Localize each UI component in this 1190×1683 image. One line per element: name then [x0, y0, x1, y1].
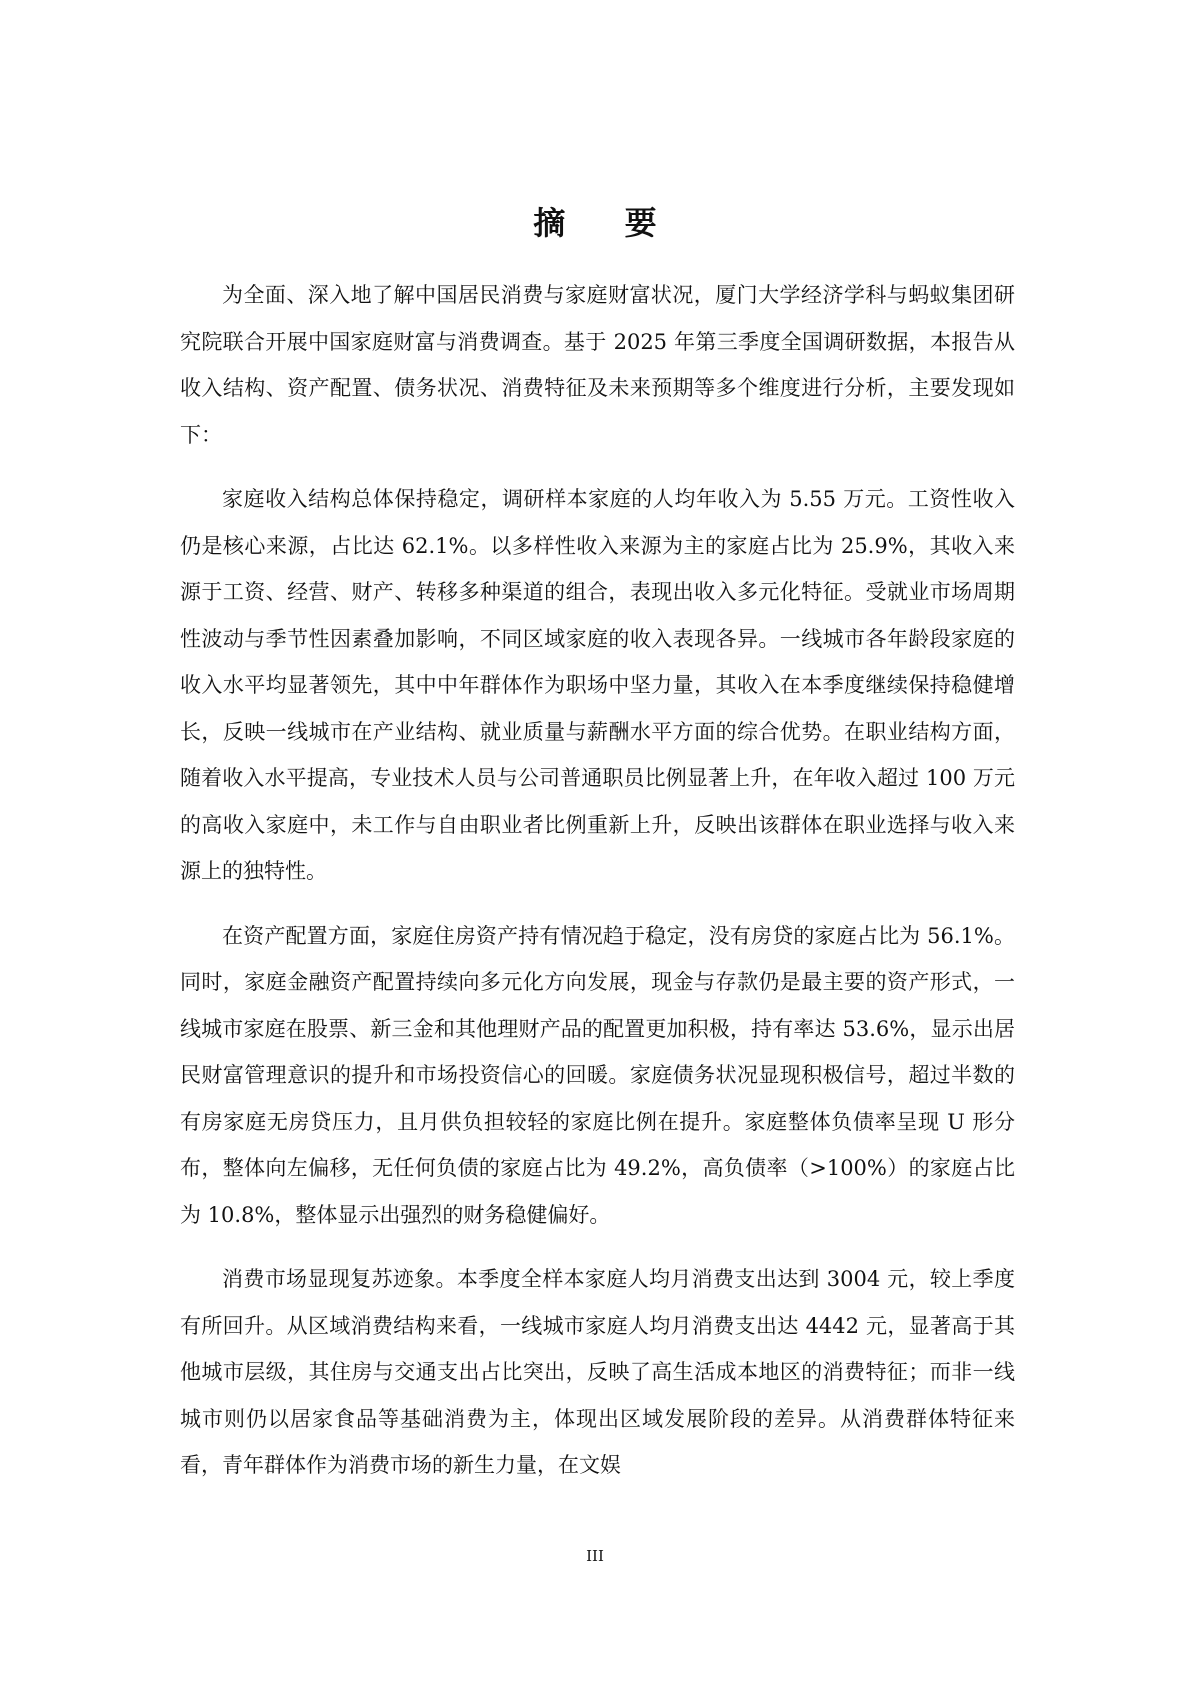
- page-number: III: [586, 1547, 604, 1565]
- paragraph-consumption: 消费市场显现复苏迹象。本季度全样本家庭人均月消费支出达到 3004 元，较上季度有所回升。从区域消费结构来看，一线城市家庭人均月消费支出达 4442 元，显著高于其他城市层级，其住房与交通支出占比突出，反映了高生活成本地区的消费特征；而非一线城市则仍以居家食品等基础消费为主，体现出区域发展阶段的差异。从消费群体特征来看，青年群体作为消费市场的新生力量，在文娱: [180, 1267, 1015, 1477]
- paragraph-assets-debt: 在资产配置方面，家庭住房资产持有情况趋于稳定，没有房贷的家庭占比为 56.1%。同时，家庭金融资产配置持续向多元化方向发展，现金与存款仍是最主要的资产形式，一线城市家庭在股票、新三金和其他理财产品的配置更加积极，持有率达 53.6%，显示出居民财富管理意识的提升和市场投资信心的回暖。家庭债务状况显现积极信号，超过半数的有房家庭无房贷压力，且月供负担较轻的家庭比例在提升。家庭整体负债率呈现 U 形分布，整体向左偏移，无任何负债的家庭占比为 49.2%，高负债率（>100%）的家庭占比为 10.8%，整体显示出强烈的财务稳健偏好。: [180, 923, 1015, 1227]
- page-title: 摘 要: [533, 204, 681, 242]
- paragraph-intro: 为全面、深入地了解中国居民消费与家庭财富状况，厦门大学经济学科与蚂蚁集团研究院联合开展中国家庭财富与消费调查。基于 2025 年第三季度全国调研数据，本报告从收入结构、资产配置、债务状况、消费特征及未来预期等多个维度进行分析，主要发现如下：: [180, 283, 1015, 447]
- abstract-body: [180, 272, 1015, 1507]
- paragraph-income: 家庭收入结构总体保持稳定，调研样本家庭的人均年收入为 5.55 万元。工资性收入仍是核心来源，占比达 62.1%。以多样性收入来源为主的家庭占比为 25.9%，其收入来源于工资、经营、财产、转移多种渠道的组合，表现出收入多元化特征。受就业市场周期性波动与季节性因素叠加影响，不同区域家庭的收入表现各异。一线城市各年龄段家庭的收入水平均显著领先，其中中年群体作为职场中坚力量，其收入在本季度继续保持稳健增长，反映一线城市在产业结构、就业质量与薪酬水平方面的综合优势。在职业结构方面，随着收入水平提高，专业技术人员与公司普通职员比例显著上升，在年收入超过 100 万元的高收入家庭中，未工作与自由职业者比例重新上升，反映出该群体在职业选择与收入来源上的独特性。: [180, 487, 1015, 883]
